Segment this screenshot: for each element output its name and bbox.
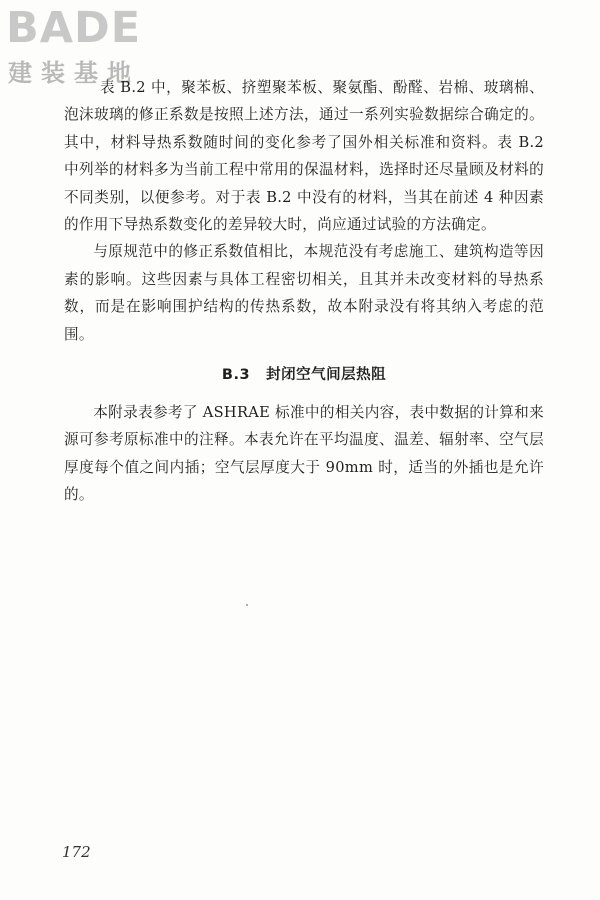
watermark-brand: BADE: [6, 3, 142, 53]
scan-speck: [246, 604, 248, 606]
section-number: B.3: [221, 367, 251, 384]
page-number: 172: [62, 843, 91, 861]
paragraph-correction-factors: 表 B.2 中，聚苯板、挤塑聚苯板、聚氨酯、酚醛、岩棉、玻璃棉、泡沫玻璃的修正系数是按照上述方法，通过一系列实验数据综合确定的。其中，材料导热系数随时间的变化参考了国外相关标准和资料。表 B.2 中列举的材料多为当前工程中常用的保温材料，选择时还尽量顾及材料的不同类别，以便参考。对于表 B.2 中没有的材料，当其在前述 4 种因素的作用下导热系数变化的差异较大时，尚应通过试验的方法确定。: [64, 79, 544, 234]
watermark-tagline: 建装基地: [8, 59, 140, 87]
paragraph-ashrae: 本附录表参考了 ASHRAE 标准中的相关内容，表中数据的计算和来源可参考原标准中的注释。本表允许在平均温度、温差、辐射率、空气层厚度每个值之间内插；空气层厚度大于 90mm 时，适当的外插也是允许的。: [64, 404, 544, 504]
page-body: [64, 74, 544, 509]
section-title: 封闭空气间层热阻: [266, 367, 387, 384]
section-heading: [64, 363, 544, 387]
paragraph-comparison: 与原规范中的修正系数值相比，本规范没有考虑施工、建筑构造等因素的影响。这些因素与具体工程密切相关，且其并未改变材料的导热系数，而是在影响围护结构的传热系数，故本附录没有将其纳入考虑的范围。: [64, 243, 544, 343]
